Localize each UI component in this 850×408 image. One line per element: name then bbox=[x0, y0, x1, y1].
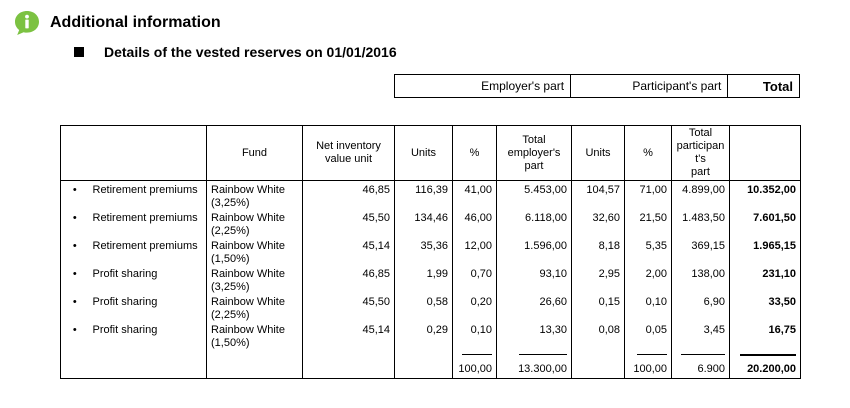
row-bullet: • bbox=[61, 238, 89, 266]
row-bullet: • bbox=[61, 181, 89, 211]
row-pct-participant: 0,05 bbox=[625, 322, 672, 350]
totals-grand-total: 20.200,00 bbox=[730, 360, 801, 379]
vested-reserves-table bbox=[60, 125, 801, 379]
row-type: Profit sharing bbox=[89, 294, 207, 322]
row-pct-employer: 41,00 bbox=[453, 181, 497, 211]
row-units-employer: 1,99 bbox=[395, 266, 453, 294]
row-fund: Rainbow White (3,25%) bbox=[207, 266, 303, 294]
row-nav: 45,14 bbox=[303, 238, 395, 266]
sum-line bbox=[462, 354, 492, 355]
row-total: 10.352,00 bbox=[730, 181, 801, 211]
row-bullet: • bbox=[61, 210, 89, 238]
row-total-employer: 6.118,00 bbox=[497, 210, 572, 238]
row-total: 16,75 bbox=[730, 322, 801, 350]
row-pct-participant: 5,35 bbox=[625, 238, 672, 266]
row-total: 33,50 bbox=[730, 294, 801, 322]
table-row bbox=[61, 181, 801, 211]
total-label: Total bbox=[762, 78, 793, 94]
row-units-employer: 35,36 bbox=[395, 238, 453, 266]
header-total-participant: Total participan t's part bbox=[672, 126, 730, 181]
page-title: Additional information bbox=[50, 14, 221, 31]
header-pct-employer: % bbox=[453, 126, 497, 181]
header-total-employer: Total employer's part bbox=[497, 126, 572, 181]
row-fund: Rainbow White (2,25%) bbox=[207, 210, 303, 238]
row-fund: Rainbow White (3,25%) bbox=[207, 181, 303, 211]
row-nav: 45,50 bbox=[303, 210, 395, 238]
row-pct-employer: 0,20 bbox=[453, 294, 497, 322]
row-bullet: • bbox=[61, 294, 89, 322]
table-row bbox=[61, 294, 801, 322]
subsection-header bbox=[74, 44, 397, 60]
row-units-participant: 32,60 bbox=[572, 210, 625, 238]
totals-employer: 13.300,00 bbox=[497, 360, 572, 379]
table-row bbox=[61, 210, 801, 238]
row-pct-employer: 0,10 bbox=[453, 322, 497, 350]
row-total: 1.965,15 bbox=[730, 238, 801, 266]
row-nav: 46,85 bbox=[303, 181, 395, 211]
row-units-participant: 0,15 bbox=[572, 294, 625, 322]
table-row bbox=[61, 238, 801, 266]
row-total-employer: 93,10 bbox=[497, 266, 572, 294]
header-nav: Net inventory value unit bbox=[303, 126, 395, 181]
sum-line bbox=[681, 354, 725, 355]
row-bullet: • bbox=[61, 322, 89, 350]
row-units-employer: 0,58 bbox=[395, 294, 453, 322]
row-total-employer: 13,30 bbox=[497, 322, 572, 350]
row-total: 231,10 bbox=[730, 266, 801, 294]
sum-line bbox=[740, 354, 796, 356]
sum-line bbox=[519, 354, 567, 355]
sum-line bbox=[637, 354, 667, 355]
row-fund: Rainbow White (2,25%) bbox=[207, 294, 303, 322]
row-units-participant: 8,18 bbox=[572, 238, 625, 266]
row-total-participant: 138,00 bbox=[672, 266, 730, 294]
row-pct-participant: 71,00 bbox=[625, 181, 672, 211]
row-total: 7.601,50 bbox=[730, 210, 801, 238]
row-units-participant: 0,08 bbox=[572, 322, 625, 350]
table-row bbox=[61, 266, 801, 294]
table-header-row bbox=[61, 126, 801, 181]
row-units-employer: 134,46 bbox=[395, 210, 453, 238]
header-blank bbox=[61, 126, 207, 181]
row-total-participant: 4.899,00 bbox=[672, 181, 730, 211]
header-pct-participant: % bbox=[625, 126, 672, 181]
row-type: Profit sharing bbox=[89, 266, 207, 294]
row-type: Retirement premiums bbox=[89, 238, 207, 266]
parts-header-box bbox=[394, 74, 800, 98]
row-pct-participant: 0,10 bbox=[625, 294, 672, 322]
square-bullet-icon bbox=[74, 47, 84, 57]
row-pct-participant: 21,50 bbox=[625, 210, 672, 238]
totals-pct-participant: 100,00 bbox=[625, 360, 672, 379]
row-fund: Rainbow White (1,50%) bbox=[207, 322, 303, 350]
participant-part-label: Participant's part bbox=[571, 75, 728, 97]
totals-row bbox=[61, 360, 801, 379]
row-pct-employer: 46,00 bbox=[453, 210, 497, 238]
row-type: Retirement premiums bbox=[89, 181, 207, 211]
separator-row bbox=[61, 350, 801, 360]
totals-pct-employer: 100,00 bbox=[453, 360, 497, 379]
header-units-employer: Units bbox=[395, 126, 453, 181]
section-header bbox=[14, 10, 221, 36]
row-total-employer: 26,60 bbox=[497, 294, 572, 322]
row-bullet: • bbox=[61, 266, 89, 294]
row-total-participant: 6,90 bbox=[672, 294, 730, 322]
info-icon bbox=[14, 10, 40, 36]
row-type: Profit sharing bbox=[89, 322, 207, 350]
row-type: Retirement premiums bbox=[89, 210, 207, 238]
row-nav: 45,14 bbox=[303, 322, 395, 350]
row-units-employer: 0,29 bbox=[395, 322, 453, 350]
row-total-participant: 1.483,50 bbox=[672, 210, 730, 238]
row-nav: 46,85 bbox=[303, 266, 395, 294]
row-pct-employer: 0,70 bbox=[453, 266, 497, 294]
row-units-participant: 104,57 bbox=[572, 181, 625, 211]
header-total bbox=[730, 126, 801, 181]
row-total-participant: 3,45 bbox=[672, 322, 730, 350]
employer-part-label: Employer's part bbox=[395, 75, 571, 97]
row-pct-employer: 12,00 bbox=[453, 238, 497, 266]
row-total-participant: 369,15 bbox=[672, 238, 730, 266]
row-pct-participant: 2,00 bbox=[625, 266, 672, 294]
table-row bbox=[61, 322, 801, 350]
totals-participant: 6.900 bbox=[672, 360, 730, 379]
subsection-title: Details of the vested reserves on 01/01/2016 bbox=[104, 44, 397, 60]
row-total-employer: 1.596,00 bbox=[497, 238, 572, 266]
row-units-participant: 2,95 bbox=[572, 266, 625, 294]
row-units-employer: 116,39 bbox=[395, 181, 453, 211]
row-nav: 45,50 bbox=[303, 294, 395, 322]
header-units-participant: Units bbox=[572, 126, 625, 181]
row-fund: Rainbow White (1,50%) bbox=[207, 238, 303, 266]
row-total-employer: 5.453,00 bbox=[497, 181, 572, 211]
header-fund: Fund bbox=[207, 126, 303, 181]
